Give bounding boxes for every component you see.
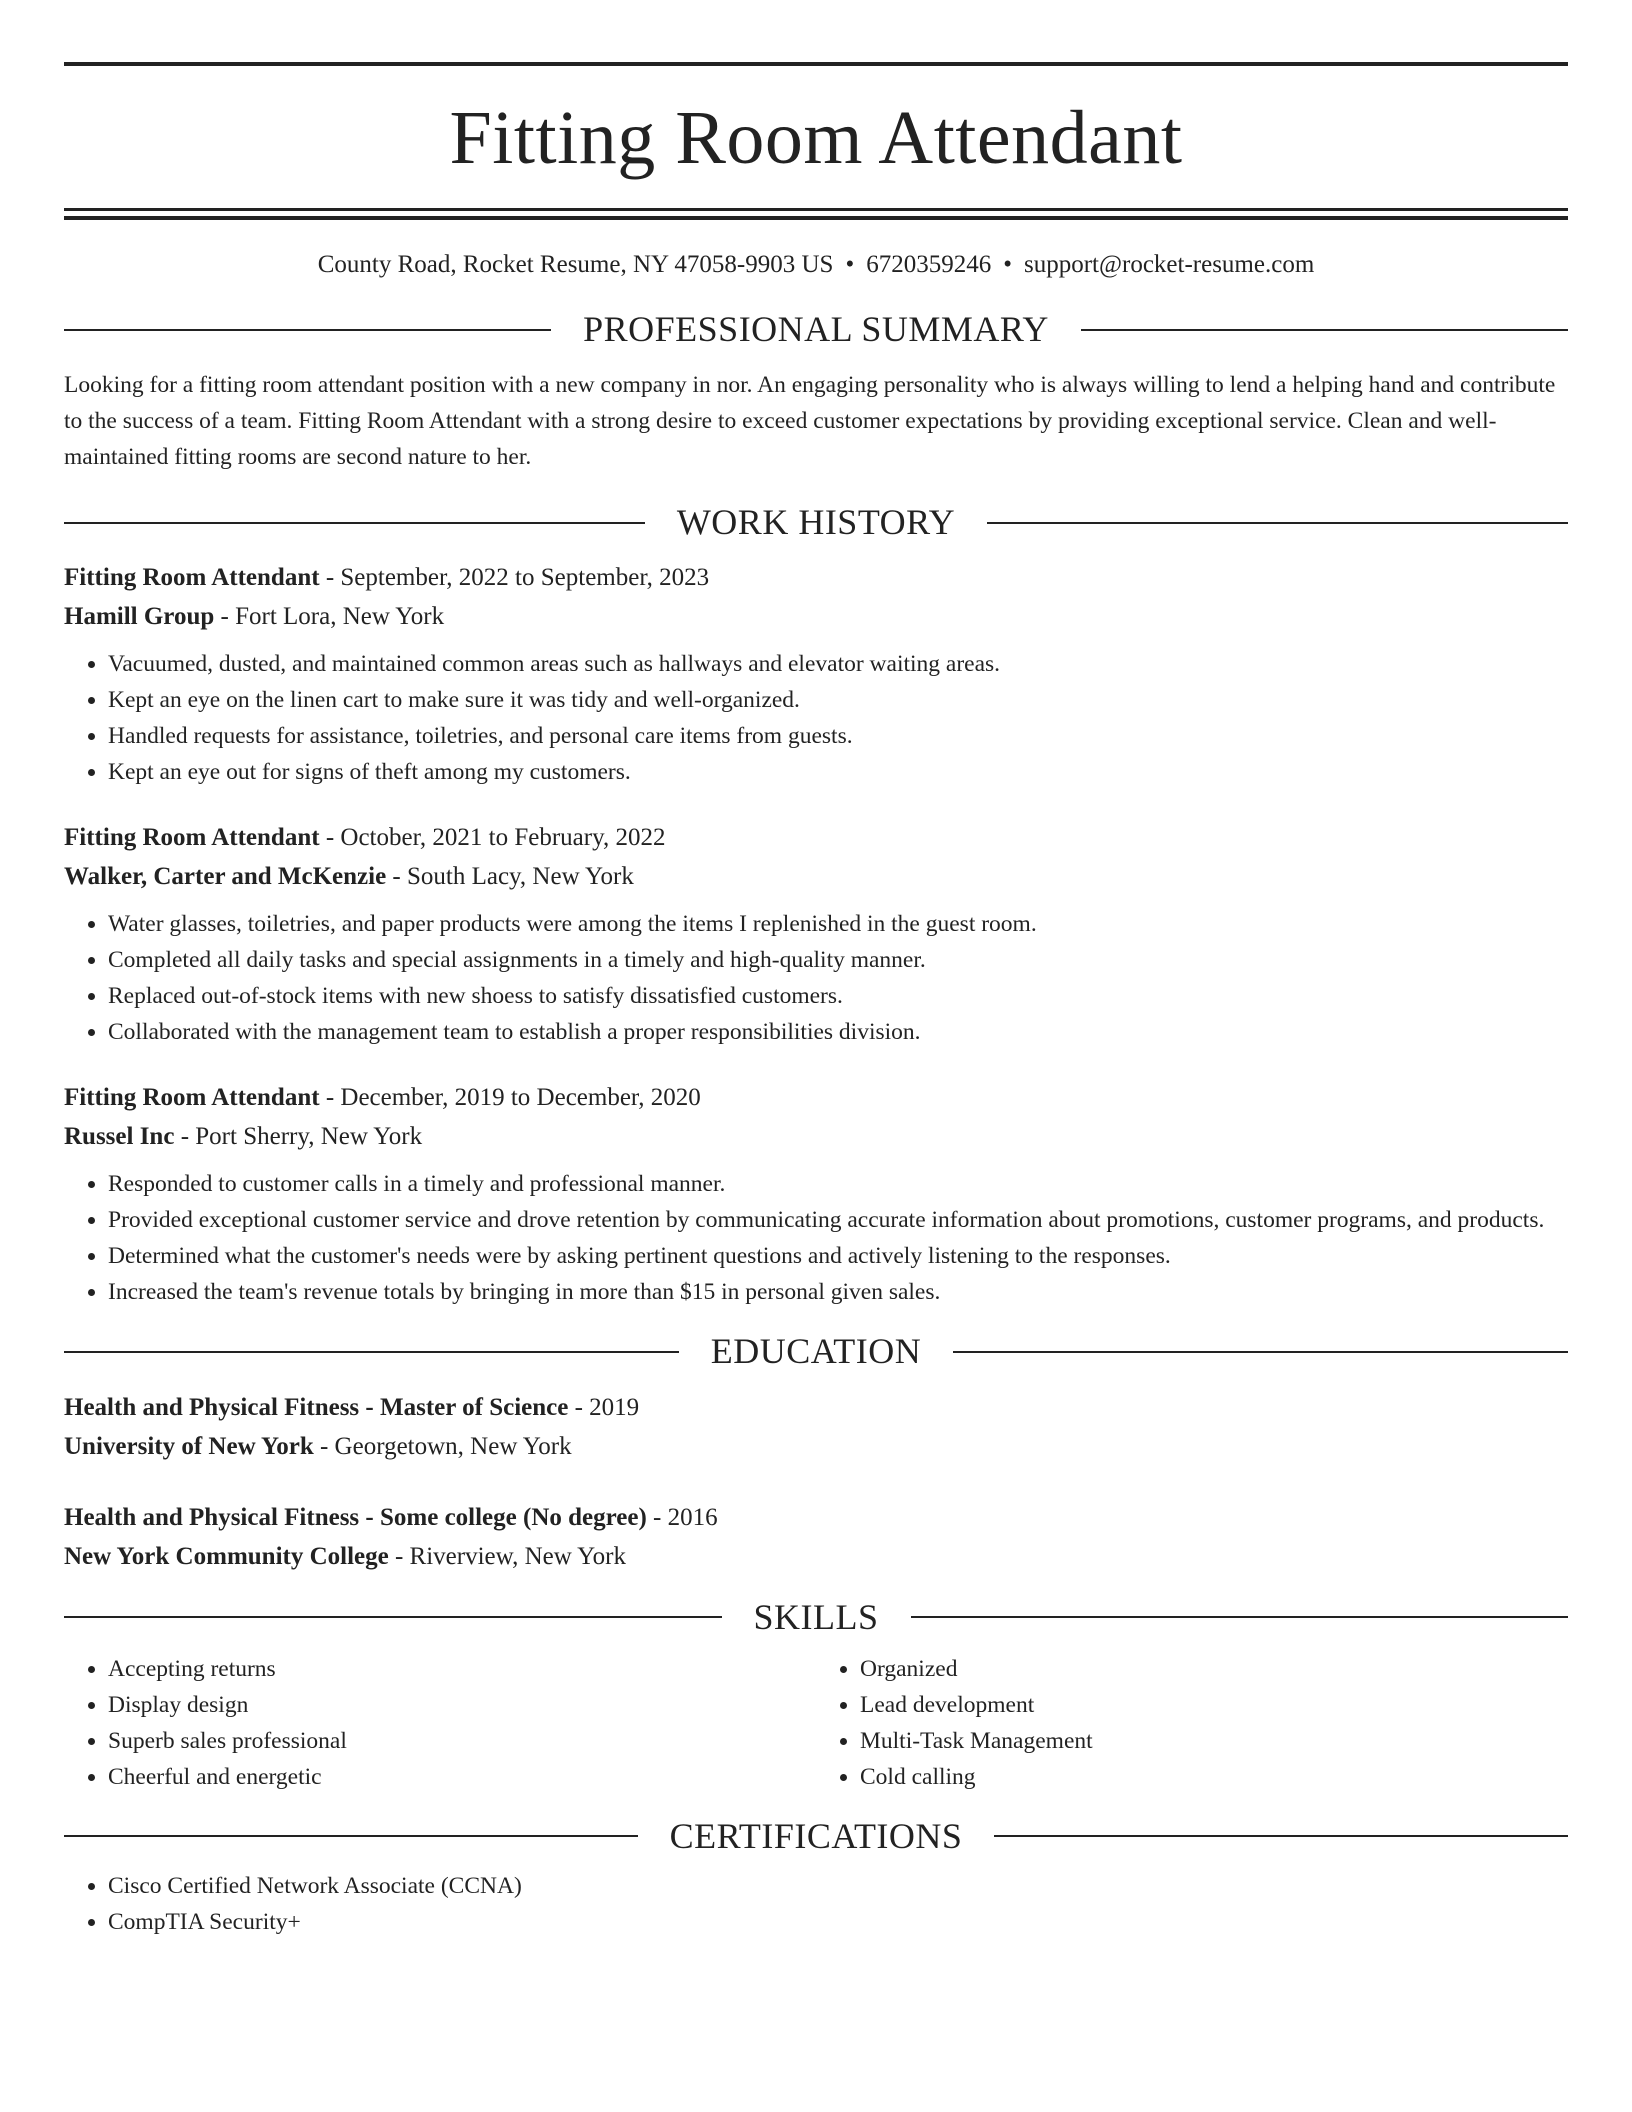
education-year: - 2019: [568, 1393, 640, 1421]
top-rule: [64, 62, 1568, 66]
education-location: - Georgetown, New York: [313, 1432, 572, 1460]
list-item: • Determined what the customer's needs were by asking pertinent questions and actively listening to the responses.: [108, 1238, 1568, 1274]
list-item: • Responded to customer calls in a timely and professional manner.: [108, 1166, 1568, 1202]
job-entry: [64, 818, 1568, 1050]
list-item: • Completed all daily tasks and special assignments in a timely and high-quality manner.: [108, 942, 1568, 978]
education-entry: [64, 1388, 1568, 1466]
divider: [64, 1616, 722, 1618]
list-item: • Lead development: [860, 1687, 1568, 1723]
job-dates: - December, 2019 to December, 2020: [319, 1084, 701, 1112]
job-entry: [64, 1078, 1568, 1310]
name-double-rule: [64, 208, 1568, 220]
list-item: • Accepting returns: [108, 1651, 816, 1687]
education-location: - Riverview, New York: [388, 1542, 626, 1570]
summary-text: Looking for a fitting room attendant position with a new company in nor. An engaging personality who is always willing to lend a helping hand and contribute to the success of a team. Fitting Room Attendant with a strong desire to exceed customer expectations by providing exceptional service. Clean and well-maintained fitting rooms are second nature to her.: [64, 372, 1556, 471]
job-bullets: [64, 906, 1568, 1050]
job-company-line: [64, 597, 1568, 636]
education-degree-line: [64, 1388, 1568, 1427]
list-item: • Display design: [108, 1687, 816, 1723]
job-title-line: [64, 1078, 1568, 1117]
education-degree: Health and Physical Fitness - Some college (No degree): [64, 1503, 647, 1531]
section-heading-work: [64, 501, 1568, 544]
job-bullets: [64, 646, 1568, 790]
list-item: • Collaborated with the management team to establish a proper responsibilities division.: [108, 1014, 1568, 1050]
divider: [953, 1351, 1568, 1353]
certifications-list: [64, 1868, 1568, 1940]
education-degree-line: [64, 1498, 1568, 1537]
list-item: • Kept an eye on the linen cart to make sure it was tidy and well-organized.: [108, 682, 1568, 718]
list-item: • Superb sales professional: [108, 1723, 816, 1759]
job-company: Walker, Carter and McKenzie: [64, 863, 387, 891]
divider: [987, 522, 1568, 524]
contact-phone: 6720359246: [866, 251, 992, 278]
education-school: New York Community College: [64, 1542, 389, 1570]
job-dates: - September, 2022 to September, 2023: [319, 564, 710, 592]
job-location: - Port Sherry, New York: [174, 1123, 423, 1151]
job-bullets: [64, 1166, 1568, 1310]
divider: [64, 522, 645, 524]
education-school-line: [64, 1427, 1568, 1466]
job-title-line: [64, 558, 1568, 597]
job-role: Fitting Room Attendant: [64, 824, 320, 852]
list-item: • Replaced out-of-stock items with new shoess to satisfy dissatisfied customers.: [108, 978, 1568, 1014]
job-company-line: [64, 857, 1568, 896]
list-item: • Cold calling: [860, 1759, 1568, 1795]
list-item: • Provided exceptional customer service and drove retention by communicating accurate information about promotions, customer programs, and products.: [108, 1202, 1568, 1238]
skills-grid: [64, 1651, 1568, 1795]
skills-list-left: [64, 1651, 816, 1795]
section-heading-summary: [64, 308, 1568, 351]
contact-address: County Road, Rocket Resume, NY 47058-9903 US: [317, 251, 834, 278]
section-title: PROFESSIONAL SUMMARY: [583, 309, 1049, 349]
list-item: • CompTIA Security+: [108, 1904, 1568, 1940]
contact-separator: •: [845, 251, 855, 278]
list-item: • Handled requests for assistance, toiletries, and personal care items from guests.: [108, 718, 1568, 754]
section-heading-skills: [64, 1596, 1568, 1639]
education-degree: Health and Physical Fitness - Master of Science: [64, 1393, 569, 1421]
section-title: EDUCATION: [710, 1331, 922, 1372]
job-location: - South Lacy, New York: [386, 863, 634, 891]
divider: [1081, 329, 1568, 331]
section-title: CERTIFICATIONS: [669, 1815, 963, 1856]
resume-name: Fitting Room Attendant: [449, 96, 1183, 180]
list-item: • Increased the team's revenue totals by bringing in more than $15 in personal given sales.: [108, 1274, 1568, 1310]
section-title: WORK HISTORY: [676, 502, 956, 543]
education-school-line: [64, 1537, 1568, 1576]
list-item: • Multi-Task Management: [860, 1723, 1568, 1759]
job-entry: [64, 558, 1568, 790]
contact-email[interactable]: support@rocket-resume.com: [1023, 251, 1315, 278]
divider: [911, 1616, 1569, 1618]
job-company: Hamill Group: [64, 603, 215, 631]
list-item: • Kept an eye out for signs of theft among my customers.: [108, 754, 1568, 790]
list-item: • Organized: [860, 1651, 1568, 1687]
divider: [64, 1351, 679, 1353]
contact-line: [64, 250, 1568, 280]
job-role: Fitting Room Attendant: [64, 1084, 320, 1112]
section-heading-education: [64, 1330, 1568, 1373]
education-entry: [64, 1498, 1568, 1576]
section-title: SKILLS: [753, 1596, 879, 1637]
job-dates: - October, 2021 to February, 2022: [319, 824, 666, 852]
job-role: Fitting Room Attendant: [64, 564, 320, 592]
contact-separator: •: [1003, 251, 1012, 278]
divider: [994, 1835, 1568, 1837]
job-company: Russel Inc: [64, 1123, 175, 1151]
list-item: • Water glasses, toiletries, and paper products were among the items I replenished in the guest room.: [108, 906, 1568, 942]
list-item: • Vacuumed, dusted, and maintained common areas such as hallways and elevator waiting areas.: [108, 646, 1568, 682]
list-item: • Cisco Certified Network Associate (CCNA): [108, 1868, 1568, 1904]
job-title-line: [64, 818, 1568, 857]
education-school: University of New York: [64, 1432, 314, 1460]
skills-list-right: [816, 1651, 1568, 1795]
section-heading-certifications: [64, 1815, 1568, 1858]
divider: [64, 1835, 638, 1837]
job-location: - Fort Lora, New York: [214, 603, 445, 631]
divider: [64, 329, 551, 331]
list-item: • Cheerful and energetic: [108, 1759, 816, 1795]
education-year: - 2016: [646, 1503, 718, 1531]
job-company-line: [64, 1117, 1568, 1156]
